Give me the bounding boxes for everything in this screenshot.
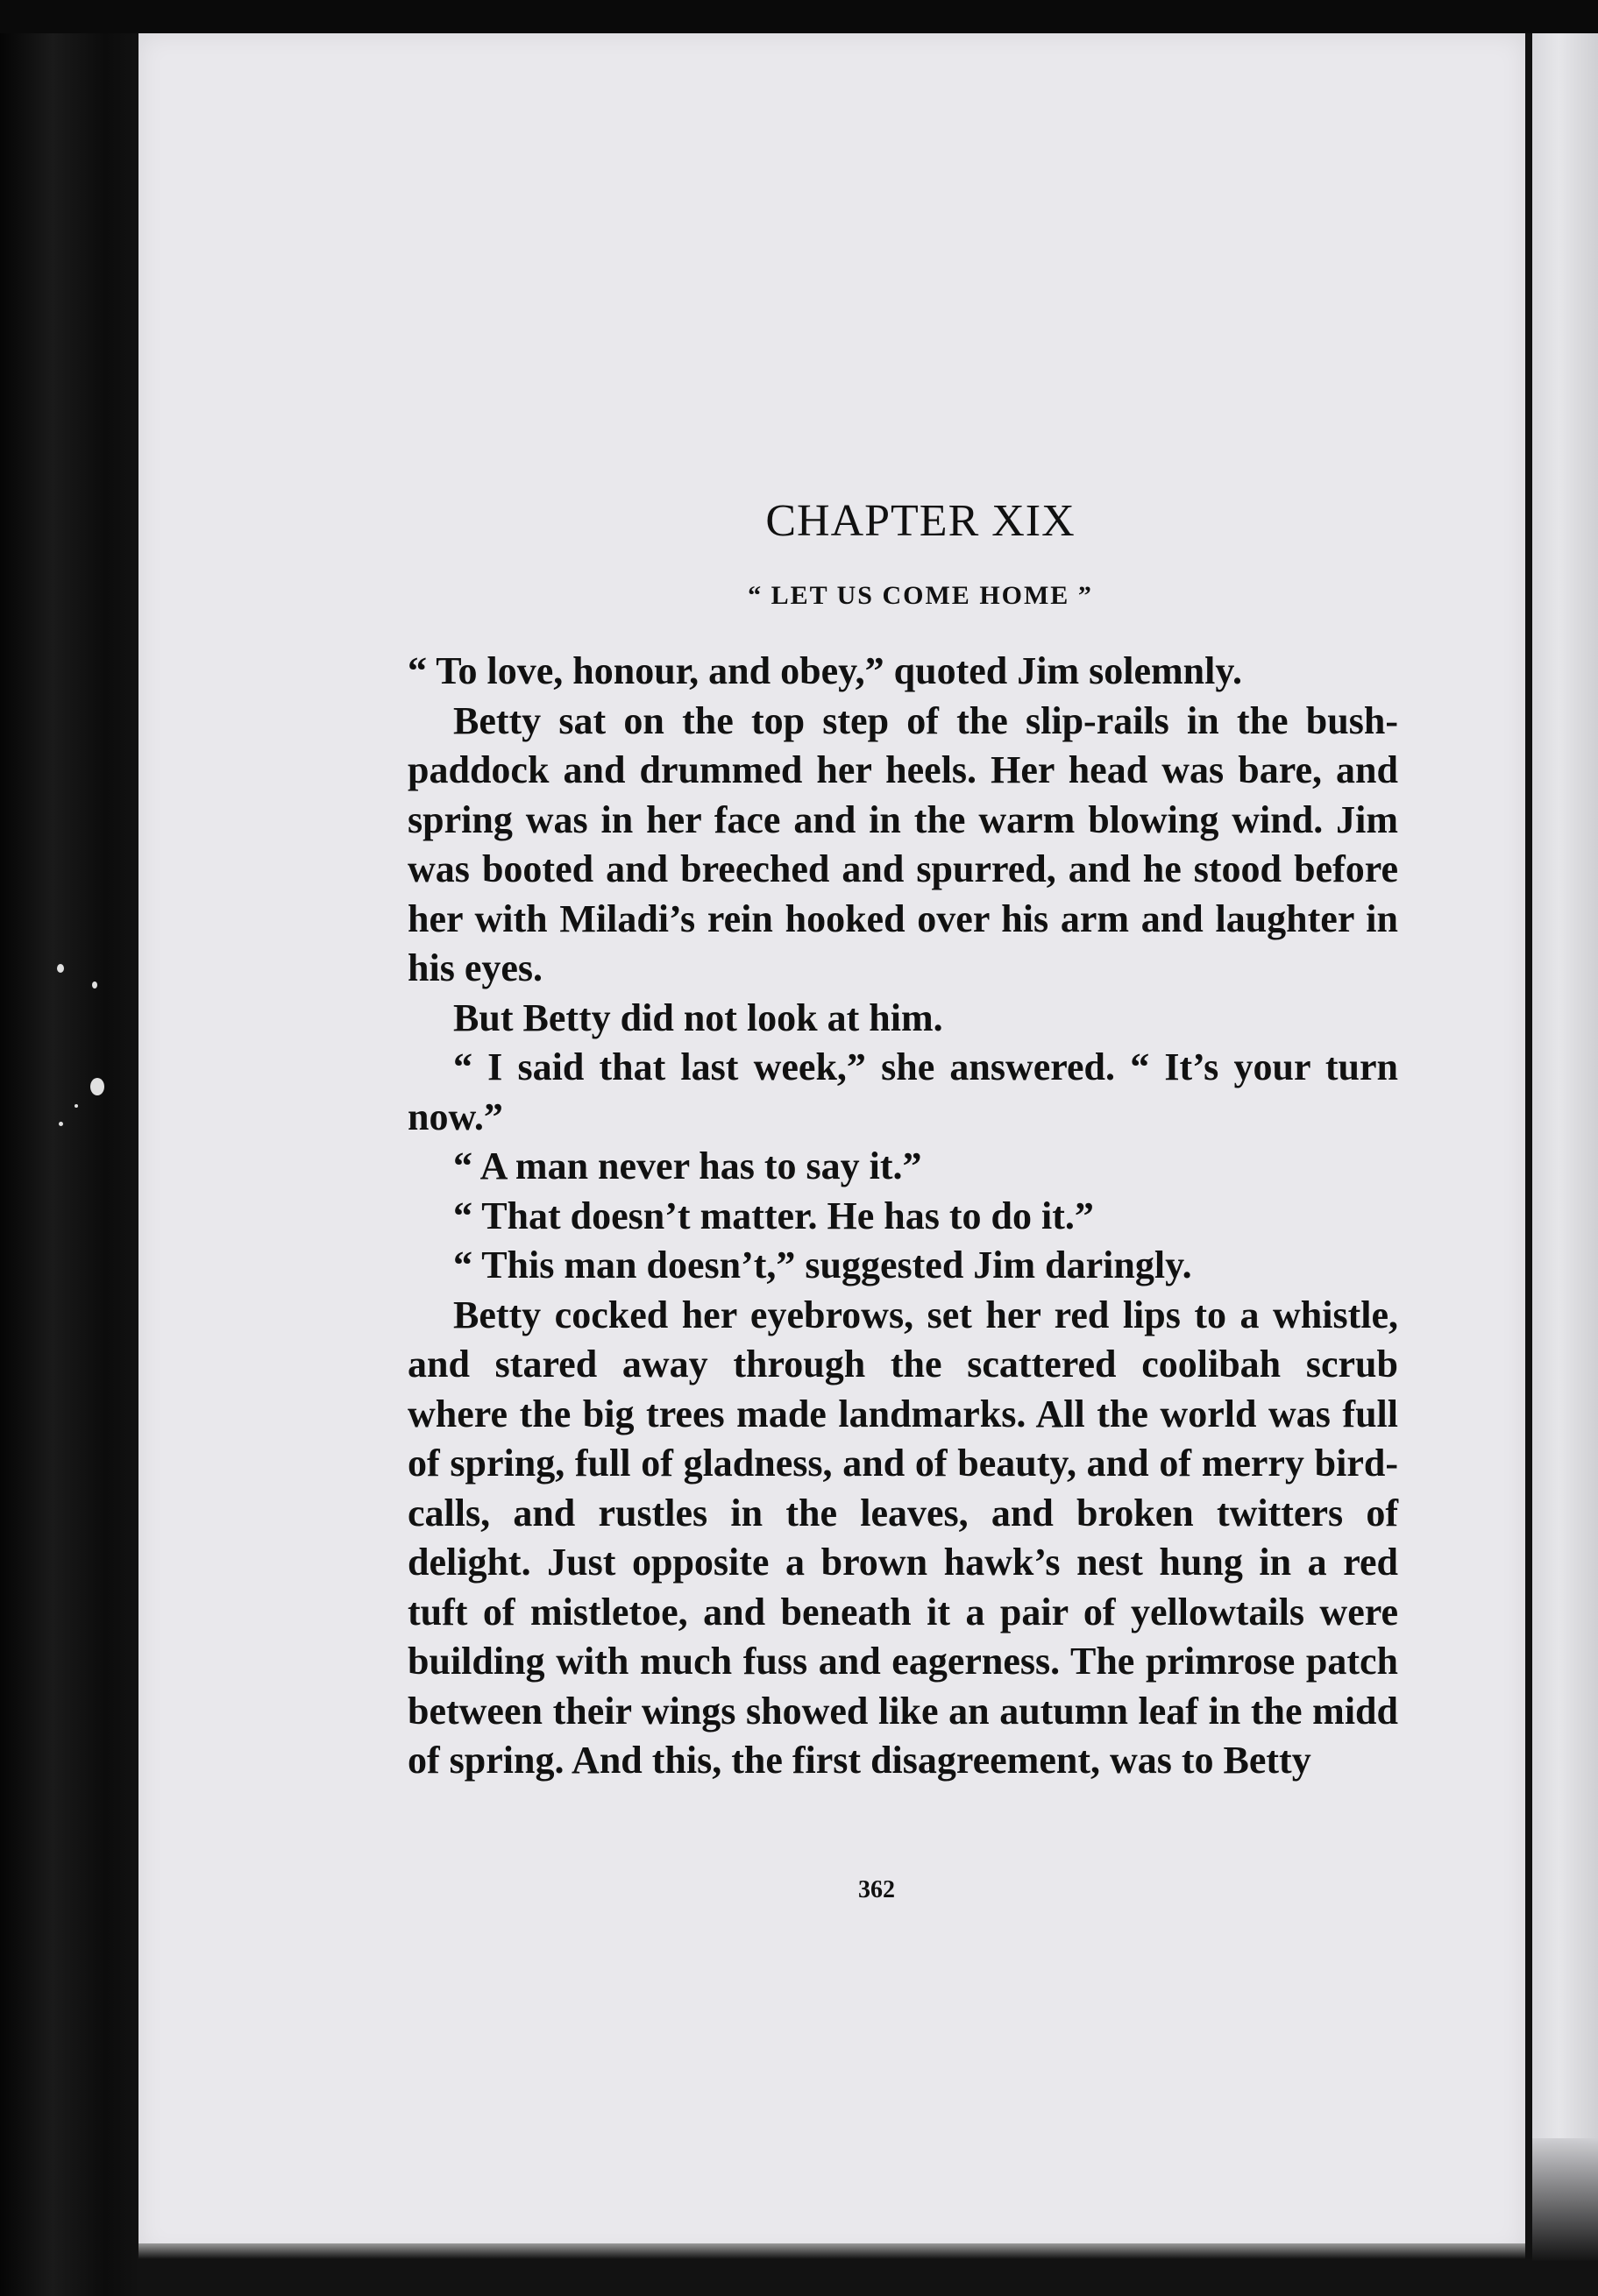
paragraph: “ This man doesn’t,” suggested Jim daringly. [453,1244,1192,1286]
page-gutter [1525,33,1532,2259]
facing-page-shadow [1532,2138,1598,2261]
page-number: 362 [858,1876,895,1903]
paragraph: Betty sat on the top step of the slip-rails in the bush-paddock and drummed her heels. Her head was bare, and spring was in her face and in the warm blowing wind. Jim was booted and breeched and spurred, and he stood before her with Miladi’s rein hooked over his arm and laughter in his eyes. [408,698,1398,989]
chapter-title: CHAPTER XIX [765,496,1076,546]
chapter-body [408,647,1398,1786]
paragraph: Betty cocked her eyebrows, set her red lips to a whistle, and stared away through the scattered coolibah scrub where the big trees made landmarks. All the world was full of spring, full of gladness, and of beauty, and of merry bird-calls, and rustles in the leaves, and broken twitters of delight. Just opposite a brown hawk’s nest hung in a red tuft of mistletoe, and beneath it a pair of yellowtails were building with much fuss and eagerness. The primrose patch between their wings showed like an autumn leaf in the midd of spring. And this, the first disagreement, was to Betty [408,1293,1398,1782]
scan-top-edge [0,0,1598,33]
page-bottom-edge [138,2243,1525,2259]
page-content [408,491,1398,1786]
paragraph: But Betty did not look at him. [453,996,943,1039]
scan-specks [48,946,127,1139]
paragraph: “ That doesn’t matter. He has to do it.” [453,1194,1094,1237]
paragraph: “ To love, honour, and obey,” quoted Jim solemnly. [408,649,1242,692]
facing-page-edge [1532,33,1598,2259]
chapter-subtitle: “ LET US COME HOME ” [748,581,1093,610]
paragraph: “ I said that last week,” she answered. “ It’s your turn now.” [408,1045,1398,1138]
paragraph: “ A man never has to say it.” [453,1144,922,1187]
